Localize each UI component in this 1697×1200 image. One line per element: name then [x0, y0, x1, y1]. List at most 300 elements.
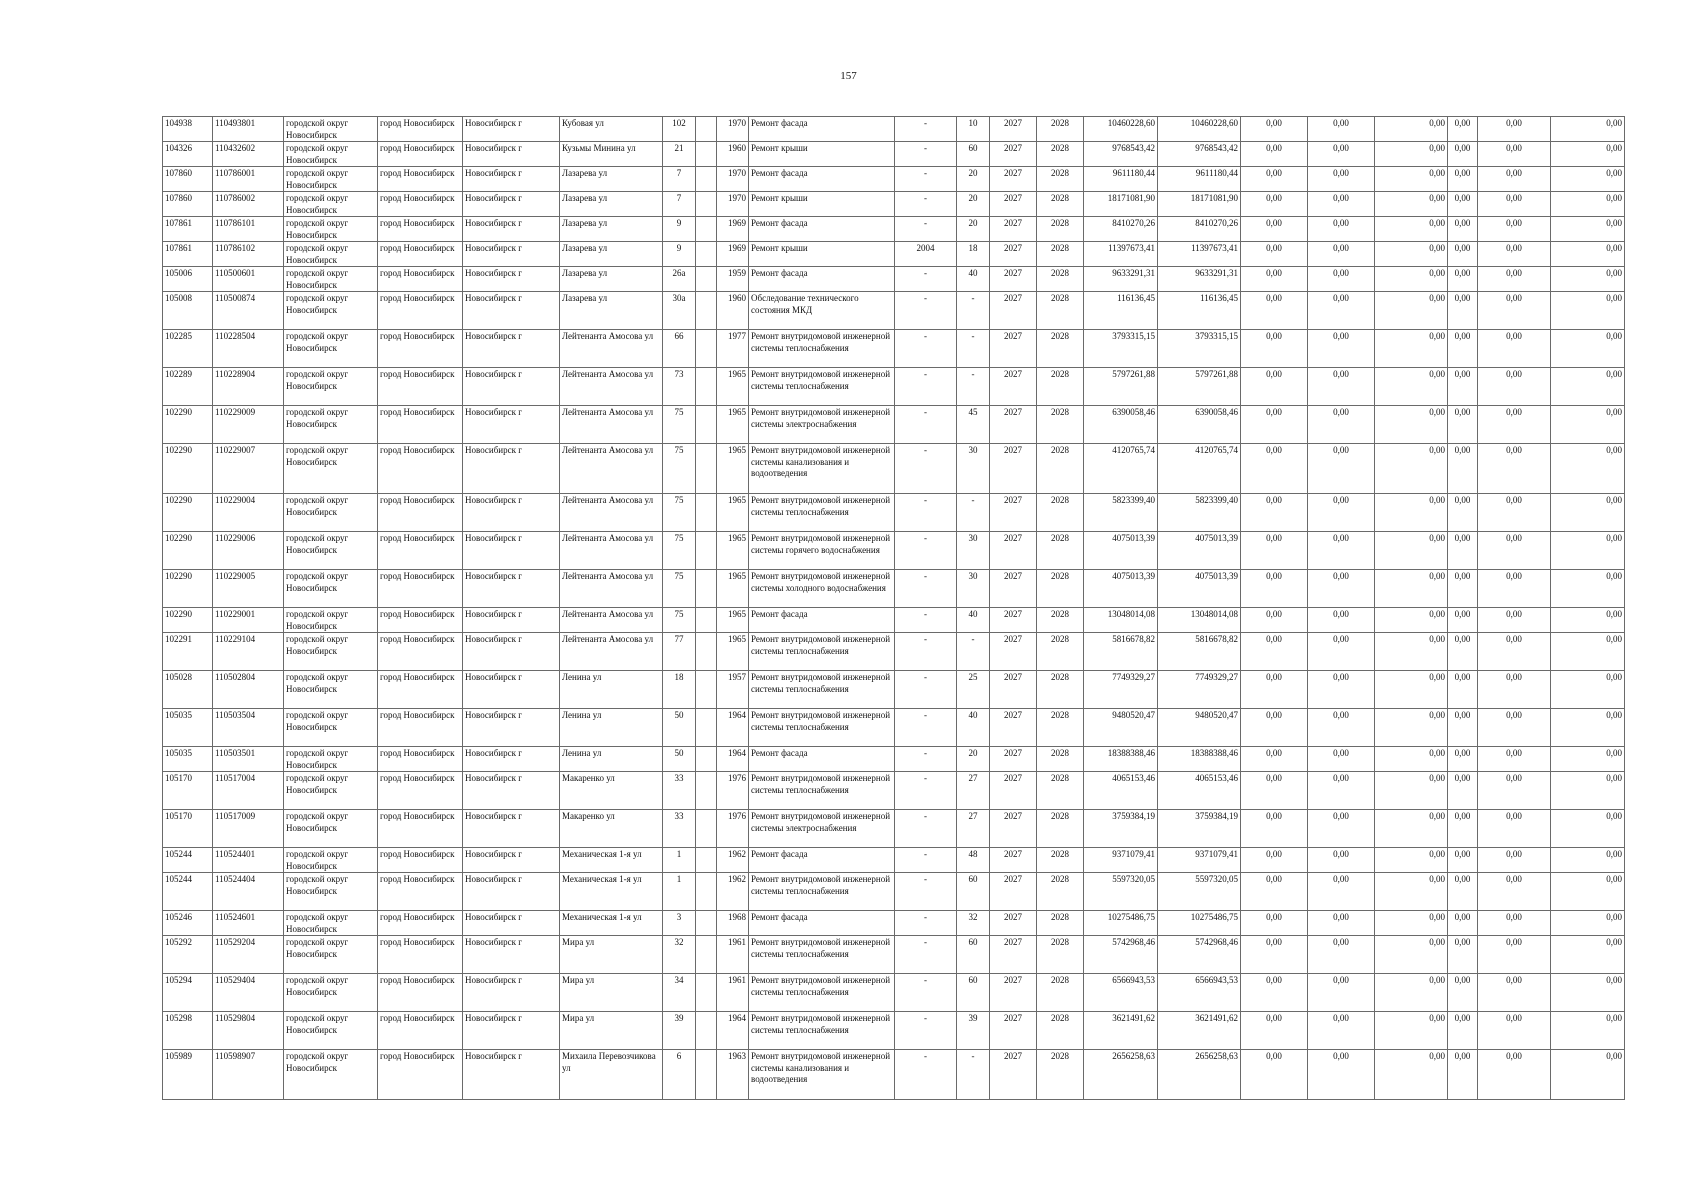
year-cell: 1970 — [717, 167, 749, 192]
table-row — [163, 406, 1625, 444]
last-repair-cell: - — [895, 330, 957, 368]
start-year-cell: 2027 — [990, 772, 1037, 810]
extra-cell: 0,00 — [1551, 633, 1625, 671]
city-cell: Новосибирск г — [463, 117, 560, 142]
work-type-cell: Ремонт внутридомовой инженерной системы теплоснабжения — [749, 494, 895, 532]
ref-id-cell: 105006 — [163, 267, 213, 292]
fund-cost-cell: 5797261,88 — [1158, 368, 1241, 406]
extra-cell: 0,00 — [1551, 217, 1625, 242]
wear-cell: 20 — [957, 192, 990, 217]
budget-federal-cell: 0,00 — [1241, 330, 1308, 368]
wear-cell: 45 — [957, 406, 990, 444]
total-cost-cell: 9611180,44 — [1084, 167, 1158, 192]
owners-cell: 0,00 — [1478, 406, 1551, 444]
table-row — [163, 709, 1625, 747]
total-cost-cell: 5597320,05 — [1084, 873, 1158, 911]
last-repair-cell: - — [895, 292, 957, 330]
object-code-cell: 110229005 — [213, 570, 284, 608]
budget-regional-cell: 0,00 — [1308, 444, 1375, 494]
budget-local-cell: 0,00 — [1375, 117, 1448, 142]
budget-federal-cell: 0,00 — [1241, 292, 1308, 330]
budget-federal-cell: 0,00 — [1241, 974, 1308, 1012]
budget-regional-cell: 0,00 — [1308, 671, 1375, 709]
table-row — [163, 532, 1625, 570]
year-cell: 1965 — [717, 494, 749, 532]
year-cell: 1964 — [717, 747, 749, 772]
municipality-cell: городской округ Новосибирск — [284, 1012, 378, 1050]
budget-regional-cell: 0,00 — [1308, 406, 1375, 444]
settlement-cell: город Новосибирск — [378, 1050, 463, 1100]
extra-cell: 0,00 — [1551, 406, 1625, 444]
extra-cell: 0,00 — [1551, 709, 1625, 747]
total-cost-cell: 6390058,46 — [1084, 406, 1158, 444]
settlement-cell: город Новосибирск — [378, 444, 463, 494]
last-repair-cell: - — [895, 142, 957, 167]
building-cell — [696, 292, 717, 330]
settlement-cell: город Новосибирск — [378, 974, 463, 1012]
budget-regional-cell: 0,00 — [1308, 747, 1375, 772]
budget-federal-cell: 0,00 — [1241, 494, 1308, 532]
extra-cell: 0,00 — [1551, 368, 1625, 406]
street-cell: Лейтенанта Амосова ул — [560, 633, 663, 671]
extra-cell: 0,00 — [1551, 671, 1625, 709]
building-cell — [696, 570, 717, 608]
last-repair-cell: - — [895, 810, 957, 848]
total-cost-cell: 11397673,41 — [1084, 242, 1158, 267]
table-row — [163, 217, 1625, 242]
street-cell: Механическая 1-я ул — [560, 873, 663, 911]
budget-local-cell: 0,00 — [1375, 142, 1448, 167]
house-cell: 18 — [663, 671, 696, 709]
municipality-cell: городской округ Новосибирск — [284, 532, 378, 570]
house-cell: 7 — [663, 192, 696, 217]
other-cell: 0,00 — [1448, 292, 1478, 330]
total-cost-cell: 9371079,41 — [1084, 848, 1158, 873]
extra-cell: 0,00 — [1551, 936, 1625, 974]
end-year-cell: 2028 — [1037, 192, 1084, 217]
street-cell: Ленина ул — [560, 709, 663, 747]
building-cell — [696, 142, 717, 167]
total-cost-cell: 9768543,42 — [1084, 142, 1158, 167]
budget-local-cell: 0,00 — [1375, 242, 1448, 267]
budget-federal-cell: 0,00 — [1241, 242, 1308, 267]
last-repair-cell: - — [895, 671, 957, 709]
year-cell: 1969 — [717, 242, 749, 267]
total-cost-cell: 13048014,08 — [1084, 608, 1158, 633]
year-cell: 1960 — [717, 292, 749, 330]
street-cell: Лейтенанта Амосова ул — [560, 494, 663, 532]
budget-federal-cell: 0,00 — [1241, 444, 1308, 494]
wear-cell: 30 — [957, 444, 990, 494]
owners-cell: 0,00 — [1478, 368, 1551, 406]
extra-cell: 0,00 — [1551, 772, 1625, 810]
budget-regional-cell: 0,00 — [1308, 1050, 1375, 1100]
end-year-cell: 2028 — [1037, 608, 1084, 633]
house-cell: 50 — [663, 747, 696, 772]
work-type-cell: Ремонт фасада — [749, 117, 895, 142]
budget-local-cell: 0,00 — [1375, 747, 1448, 772]
settlement-cell: город Новосибирск — [378, 368, 463, 406]
street-cell: Ленина ул — [560, 671, 663, 709]
extra-cell: 0,00 — [1551, 848, 1625, 873]
budget-regional-cell: 0,00 — [1308, 772, 1375, 810]
municipality-cell: городской округ Новосибирск — [284, 873, 378, 911]
object-code-cell: 110229001 — [213, 608, 284, 633]
other-cell: 0,00 — [1448, 633, 1478, 671]
extra-cell: 0,00 — [1551, 242, 1625, 267]
object-code-cell: 110786102 — [213, 242, 284, 267]
object-code-cell: 110517004 — [213, 772, 284, 810]
end-year-cell: 2028 — [1037, 848, 1084, 873]
building-cell — [696, 368, 717, 406]
last-repair-cell: - — [895, 267, 957, 292]
house-cell: 75 — [663, 494, 696, 532]
building-cell — [696, 772, 717, 810]
fund-cost-cell: 3793315,15 — [1158, 330, 1241, 368]
budget-local-cell: 0,00 — [1375, 633, 1448, 671]
table-row — [163, 242, 1625, 267]
wear-cell: 10 — [957, 117, 990, 142]
total-cost-cell: 18388388,46 — [1084, 747, 1158, 772]
owners-cell: 0,00 — [1478, 242, 1551, 267]
fund-cost-cell: 9480520,47 — [1158, 709, 1241, 747]
table-row — [163, 1050, 1625, 1100]
city-cell: Новосибирск г — [463, 330, 560, 368]
settlement-cell: город Новосибирск — [378, 936, 463, 974]
city-cell: Новосибирск г — [463, 671, 560, 709]
municipality-cell: городской округ Новосибирск — [284, 292, 378, 330]
house-cell: 75 — [663, 570, 696, 608]
last-repair-cell: - — [895, 1050, 957, 1100]
budget-federal-cell: 0,00 — [1241, 873, 1308, 911]
extra-cell: 0,00 — [1551, 810, 1625, 848]
building-cell — [696, 911, 717, 936]
budget-regional-cell: 0,00 — [1308, 117, 1375, 142]
house-cell: 34 — [663, 974, 696, 1012]
work-type-cell: Ремонт внутридомовой инженерной системы теплоснабжения — [749, 936, 895, 974]
settlement-cell: город Новосибирск — [378, 242, 463, 267]
city-cell: Новосибирск г — [463, 532, 560, 570]
start-year-cell: 2027 — [990, 671, 1037, 709]
house-cell: 9 — [663, 217, 696, 242]
year-cell: 1964 — [717, 1012, 749, 1050]
municipality-cell: городской округ Новосибирск — [284, 671, 378, 709]
ref-id-cell: 105989 — [163, 1050, 213, 1100]
budget-local-cell: 0,00 — [1375, 873, 1448, 911]
table-row — [163, 330, 1625, 368]
total-cost-cell: 2656258,63 — [1084, 1050, 1158, 1100]
end-year-cell: 2028 — [1037, 117, 1084, 142]
last-repair-cell: - — [895, 192, 957, 217]
total-cost-cell: 18171081,90 — [1084, 192, 1158, 217]
year-cell: 1965 — [717, 570, 749, 608]
other-cell: 0,00 — [1448, 242, 1478, 267]
budget-federal-cell: 0,00 — [1241, 936, 1308, 974]
last-repair-cell: - — [895, 747, 957, 772]
building-cell — [696, 406, 717, 444]
house-cell: 21 — [663, 142, 696, 167]
work-type-cell: Ремонт фасада — [749, 167, 895, 192]
total-cost-cell: 3759384,19 — [1084, 810, 1158, 848]
object-code-cell: 110786002 — [213, 192, 284, 217]
object-code-cell: 110229104 — [213, 633, 284, 671]
municipality-cell: городской округ Новосибирск — [284, 747, 378, 772]
budget-federal-cell: 0,00 — [1241, 406, 1308, 444]
end-year-cell: 2028 — [1037, 242, 1084, 267]
municipality-cell: городской округ Новосибирск — [284, 192, 378, 217]
building-cell — [696, 217, 717, 242]
start-year-cell: 2027 — [990, 709, 1037, 747]
fund-cost-cell: 13048014,08 — [1158, 608, 1241, 633]
start-year-cell: 2027 — [990, 444, 1037, 494]
building-cell — [696, 192, 717, 217]
object-code-cell: 110432602 — [213, 142, 284, 167]
fund-cost-cell: 9633291,31 — [1158, 267, 1241, 292]
total-cost-cell: 5816678,82 — [1084, 633, 1158, 671]
object-code-cell: 110229009 — [213, 406, 284, 444]
street-cell: Мира ул — [560, 1012, 663, 1050]
settlement-cell: город Новосибирск — [378, 848, 463, 873]
last-repair-cell: - — [895, 1012, 957, 1050]
street-cell: Лазарева ул — [560, 267, 663, 292]
house-cell: 50 — [663, 709, 696, 747]
end-year-cell: 2028 — [1037, 936, 1084, 974]
extra-cell: 0,00 — [1551, 974, 1625, 1012]
table-row — [163, 117, 1625, 142]
start-year-cell: 2027 — [990, 936, 1037, 974]
street-cell: Лазарева ул — [560, 192, 663, 217]
extra-cell: 0,00 — [1551, 494, 1625, 532]
owners-cell: 0,00 — [1478, 267, 1551, 292]
owners-cell: 0,00 — [1478, 532, 1551, 570]
object-code-cell: 110228904 — [213, 368, 284, 406]
owners-cell: 0,00 — [1478, 217, 1551, 242]
ref-id-cell: 105170 — [163, 810, 213, 848]
total-cost-cell: 5742968,46 — [1084, 936, 1158, 974]
total-cost-cell: 3621491,62 — [1084, 1012, 1158, 1050]
start-year-cell: 2027 — [990, 1050, 1037, 1100]
year-cell: 1976 — [717, 810, 749, 848]
ref-id-cell: 102290 — [163, 444, 213, 494]
work-type-cell: Ремонт внутридомовой инженерной системы теплоснабжения — [749, 873, 895, 911]
owners-cell: 0,00 — [1478, 709, 1551, 747]
work-type-cell: Ремонт внутридомовой инженерной системы холодного водоснабжения — [749, 570, 895, 608]
wear-cell: 30 — [957, 570, 990, 608]
work-type-cell: Ремонт фасада — [749, 848, 895, 873]
wear-cell: 60 — [957, 936, 990, 974]
budget-local-cell: 0,00 — [1375, 911, 1448, 936]
wear-cell: - — [957, 633, 990, 671]
last-repair-cell: - — [895, 873, 957, 911]
last-repair-cell: - — [895, 709, 957, 747]
wear-cell: 60 — [957, 142, 990, 167]
year-cell: 1977 — [717, 330, 749, 368]
table-row — [163, 873, 1625, 911]
end-year-cell: 2028 — [1037, 671, 1084, 709]
extra-cell: 0,00 — [1551, 267, 1625, 292]
end-year-cell: 2028 — [1037, 709, 1084, 747]
work-type-cell: Ремонт фасада — [749, 911, 895, 936]
page-number: 157 — [840, 70, 857, 82]
year-cell: 1962 — [717, 873, 749, 911]
last-repair-cell: - — [895, 633, 957, 671]
municipality-cell: городской округ Новосибирск — [284, 974, 378, 1012]
other-cell: 0,00 — [1448, 974, 1478, 1012]
ref-id-cell: 105170 — [163, 772, 213, 810]
street-cell: Лазарева ул — [560, 167, 663, 192]
extra-cell: 0,00 — [1551, 1050, 1625, 1100]
other-cell: 0,00 — [1448, 532, 1478, 570]
extra-cell: 0,00 — [1551, 747, 1625, 772]
street-cell: Лейтенанта Амосова ул — [560, 608, 663, 633]
budget-local-cell: 0,00 — [1375, 192, 1448, 217]
work-type-cell: Ремонт внутридомовой инженерной системы электроснабжения — [749, 810, 895, 848]
other-cell: 0,00 — [1448, 772, 1478, 810]
budget-local-cell: 0,00 — [1375, 444, 1448, 494]
last-repair-cell: 2004 — [895, 242, 957, 267]
start-year-cell: 2027 — [990, 532, 1037, 570]
fund-cost-cell: 10460228,60 — [1158, 117, 1241, 142]
budget-federal-cell: 0,00 — [1241, 570, 1308, 608]
object-code-cell: 110229007 — [213, 444, 284, 494]
object-code-cell: 110524401 — [213, 848, 284, 873]
table-row — [163, 633, 1625, 671]
other-cell: 0,00 — [1448, 810, 1478, 848]
work-type-cell: Ремонт крыши — [749, 192, 895, 217]
table-row — [163, 608, 1625, 633]
owners-cell: 0,00 — [1478, 747, 1551, 772]
municipality-cell: городской округ Новосибирск — [284, 911, 378, 936]
end-year-cell: 2028 — [1037, 747, 1084, 772]
municipality-cell: городской округ Новосибирск — [284, 406, 378, 444]
budget-regional-cell: 0,00 — [1308, 974, 1375, 1012]
municipality-cell: городской округ Новосибирск — [284, 217, 378, 242]
table-row — [163, 444, 1625, 494]
start-year-cell: 2027 — [990, 192, 1037, 217]
year-cell: 1968 — [717, 911, 749, 936]
end-year-cell: 2028 — [1037, 267, 1084, 292]
wear-cell: 27 — [957, 810, 990, 848]
year-cell: 1963 — [717, 1050, 749, 1100]
start-year-cell: 2027 — [990, 142, 1037, 167]
extra-cell: 0,00 — [1551, 192, 1625, 217]
end-year-cell: 2028 — [1037, 772, 1084, 810]
fund-cost-cell: 5823399,40 — [1158, 494, 1241, 532]
year-cell: 1965 — [717, 368, 749, 406]
total-cost-cell: 4065153,46 — [1084, 772, 1158, 810]
house-cell: 33 — [663, 810, 696, 848]
owners-cell: 0,00 — [1478, 873, 1551, 911]
other-cell: 0,00 — [1448, 142, 1478, 167]
house-cell: 9 — [663, 242, 696, 267]
house-cell: 1 — [663, 873, 696, 911]
settlement-cell: город Новосибирск — [378, 292, 463, 330]
house-cell: 75 — [663, 608, 696, 633]
city-cell: Новосибирск г — [463, 1050, 560, 1100]
total-cost-cell: 116136,45 — [1084, 292, 1158, 330]
year-cell: 1970 — [717, 117, 749, 142]
budget-local-cell: 0,00 — [1375, 532, 1448, 570]
building-cell — [696, 1050, 717, 1100]
fund-cost-cell: 9768543,42 — [1158, 142, 1241, 167]
other-cell: 0,00 — [1448, 671, 1478, 709]
work-type-cell: Ремонт внутридомовой инженерной системы теплоснабжения — [749, 974, 895, 1012]
building-cell — [696, 974, 717, 1012]
city-cell: Новосибирск г — [463, 444, 560, 494]
object-code-cell: 110598907 — [213, 1050, 284, 1100]
object-code-cell: 110517009 — [213, 810, 284, 848]
budget-local-cell: 0,00 — [1375, 292, 1448, 330]
wear-cell: 40 — [957, 608, 990, 633]
building-cell — [696, 633, 717, 671]
total-cost-cell: 6566943,53 — [1084, 974, 1158, 1012]
budget-regional-cell: 0,00 — [1308, 873, 1375, 911]
table-row — [163, 167, 1625, 192]
end-year-cell: 2028 — [1037, 142, 1084, 167]
extra-cell: 0,00 — [1551, 1012, 1625, 1050]
table-row — [163, 747, 1625, 772]
city-cell: Новосибирск г — [463, 292, 560, 330]
settlement-cell: город Новосибирск — [378, 117, 463, 142]
house-cell: 32 — [663, 936, 696, 974]
house-cell: 6 — [663, 1050, 696, 1100]
fund-cost-cell: 8410270,26 — [1158, 217, 1241, 242]
end-year-cell: 2028 — [1037, 167, 1084, 192]
ref-id-cell: 102290 — [163, 532, 213, 570]
start-year-cell: 2027 — [990, 267, 1037, 292]
last-repair-cell: - — [895, 848, 957, 873]
municipality-cell: городской округ Новосибирск — [284, 444, 378, 494]
budget-regional-cell: 0,00 — [1308, 494, 1375, 532]
budget-regional-cell: 0,00 — [1308, 532, 1375, 570]
total-cost-cell: 7749329,27 — [1084, 671, 1158, 709]
street-cell: Лейтенанта Амосова ул — [560, 406, 663, 444]
ref-id-cell: 105035 — [163, 747, 213, 772]
wear-cell: 32 — [957, 911, 990, 936]
work-type-cell: Ремонт внутридомовой инженерной системы горячего водоснабжения — [749, 532, 895, 570]
budget-local-cell: 0,00 — [1375, 1050, 1448, 1100]
end-year-cell: 2028 — [1037, 292, 1084, 330]
year-cell: 1959 — [717, 267, 749, 292]
budget-regional-cell: 0,00 — [1308, 810, 1375, 848]
total-cost-cell: 9633291,31 — [1084, 267, 1158, 292]
year-cell: 1969 — [717, 217, 749, 242]
other-cell: 0,00 — [1448, 570, 1478, 608]
end-year-cell: 2028 — [1037, 911, 1084, 936]
end-year-cell: 2028 — [1037, 810, 1084, 848]
house-cell: 1 — [663, 848, 696, 873]
budget-federal-cell: 0,00 — [1241, 532, 1308, 570]
fund-cost-cell: 4065153,46 — [1158, 772, 1241, 810]
owners-cell: 0,00 — [1478, 192, 1551, 217]
municipality-cell: городской округ Новосибирск — [284, 330, 378, 368]
object-code-cell: 110529204 — [213, 936, 284, 974]
house-cell: 66 — [663, 330, 696, 368]
end-year-cell: 2028 — [1037, 1050, 1084, 1100]
ref-id-cell: 102291 — [163, 633, 213, 671]
ref-id-cell: 105298 — [163, 1012, 213, 1050]
budget-local-cell: 0,00 — [1375, 848, 1448, 873]
settlement-cell: город Новосибирск — [378, 330, 463, 368]
ref-id-cell: 105244 — [163, 848, 213, 873]
owners-cell: 0,00 — [1478, 772, 1551, 810]
other-cell: 0,00 — [1448, 330, 1478, 368]
wear-cell: - — [957, 292, 990, 330]
total-cost-cell: 9480520,47 — [1084, 709, 1158, 747]
fund-cost-cell: 2656258,63 — [1158, 1050, 1241, 1100]
year-cell: 1964 — [717, 709, 749, 747]
extra-cell: 0,00 — [1551, 142, 1625, 167]
